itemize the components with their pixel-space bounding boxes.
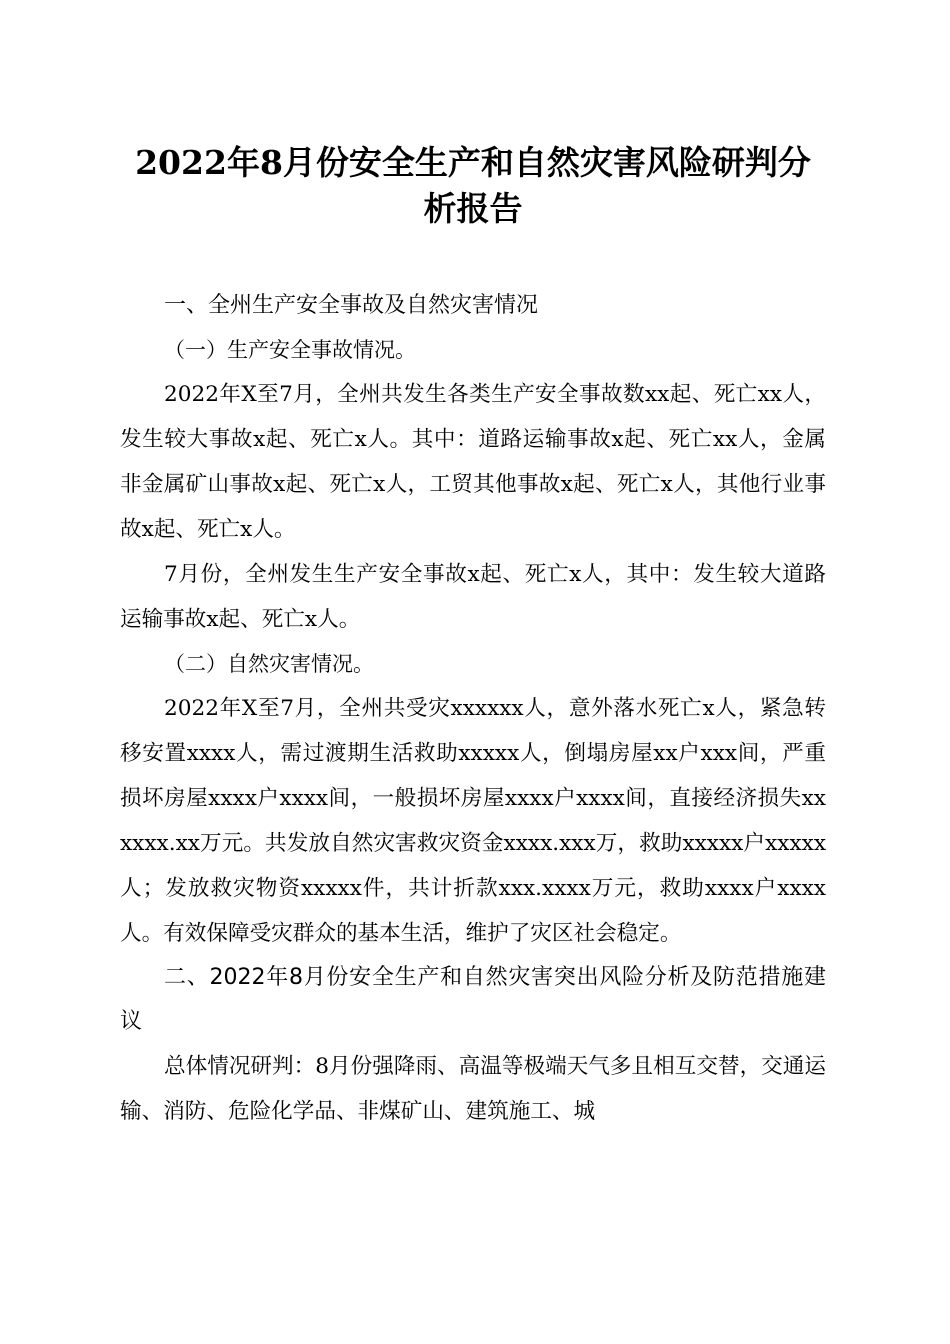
title-spacer bbox=[120, 232, 826, 284]
paragraph-july-accidents: 7月份，全州发生生产安全事故x起、死亡x人，其中：发生较大道路运输事故x起、死亡x人。 bbox=[120, 562, 826, 632]
section-heading-2: 二、2022年8月份安全生产和自然灾害突出风险分析及防范措施建议 bbox=[120, 965, 826, 1034]
document-title: 2022年8月份安全生产和自然灾害风险研判分析报告 bbox=[135, 143, 811, 228]
section-heading-1: 一、全州生产安全事故及自然灾害情况 bbox=[164, 293, 539, 318]
subsection-heading-1: （一）生产安全事故情况。 bbox=[164, 338, 416, 362]
subsection-heading-2: （二）自然灾害情况。 bbox=[164, 652, 374, 676]
document-body bbox=[120, 140, 826, 1134]
paragraph-risk-overview: 总体情况研判：8月份强降雨、高温等极端天气多且相互交替，交通运输、消防、危险化学品、非煤矿山、建筑施工、城 bbox=[120, 1054, 826, 1124]
paragraph-disaster-summary: 2022年X至7月，全州共受灾xxxxxx人，意外落水死亡x人，紧急转移安置xxxx人，需过渡期生活救助xxxxx人，倒塌房屋xx户xxx间，严重损坏房屋xxxx户xxxx间，一般损坏房屋xxxx户xxxx间，直接经济损失xxxxxx.xx万元。共发放自然灾害救灾资金xxxx.xxx万，救助xxxxx户xxxxx人；发放救灾物资xxxxx件，共计折款xxx.xxxx万元，救助xxxx户xxxx人。有效保障受灾群众的基本生活，维护了灾区社会稳定。 bbox=[120, 696, 826, 946]
paragraph-accident-summary: 2022年X至7月，全州共发生各类生产安全事故数xx起、死亡xx人，发生较大事故x起、死亡x人。其中：道路运输事故x起、死亡xx人，金属非金属矿山事故x起、死亡x人，工贸其他事故x起、死亡x人，其他行业事故x起、死亡x人。 bbox=[120, 382, 826, 542]
